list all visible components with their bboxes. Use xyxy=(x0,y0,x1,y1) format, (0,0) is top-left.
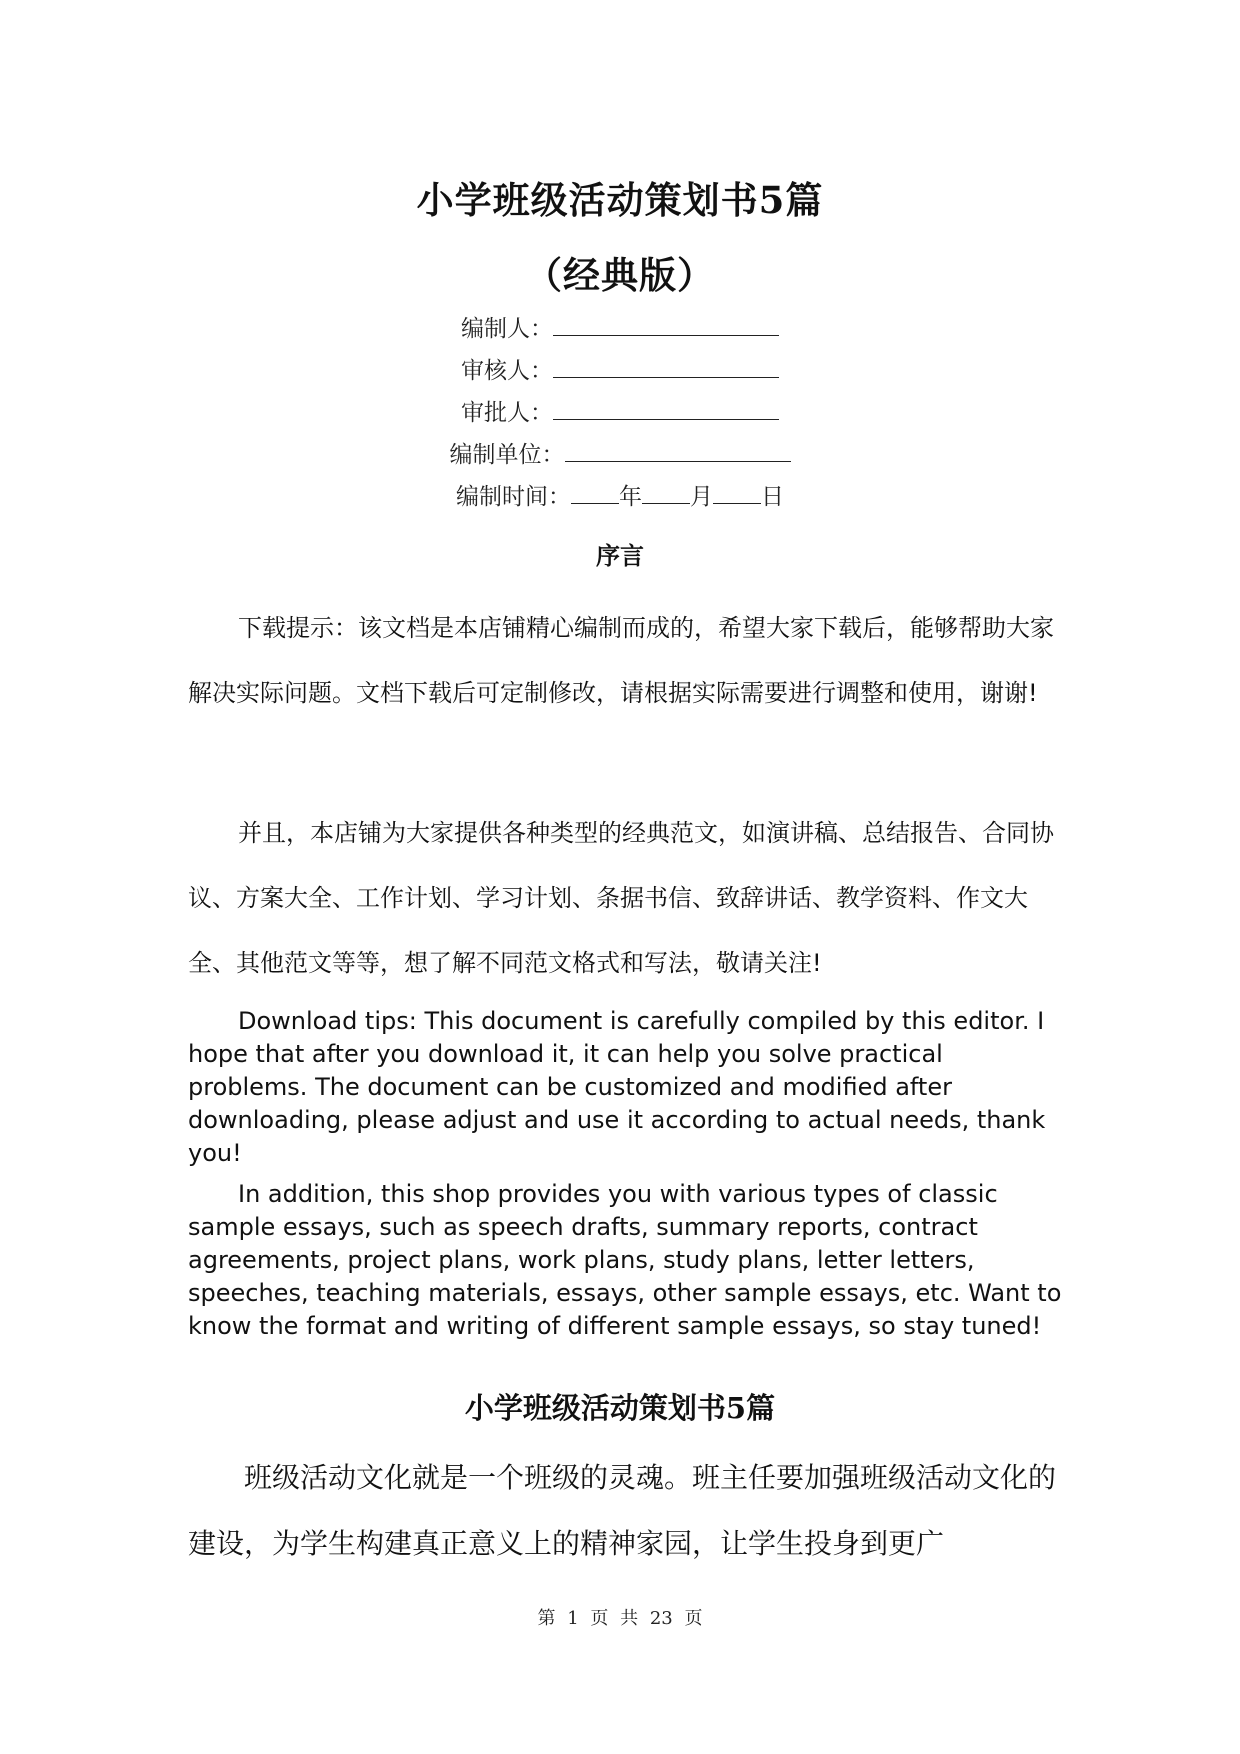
document-title: 小学班级活动策划书5篇 xyxy=(416,178,824,222)
meta-label-reviewer: 审核人： xyxy=(461,358,553,384)
meta-row-date xyxy=(0,476,1240,518)
meta-label-date: 编制时间： xyxy=(456,484,571,510)
meta-row-approver xyxy=(0,392,1240,434)
meta-row-reviewer xyxy=(0,350,1240,392)
body-paragraph: 班级活动文化就是一个班级的灵魂。班主任要加强班级活动文化的建设，为学生构建真正意义上的精神家园，让学生投身到更广 xyxy=(188,1461,1057,1560)
page-number-footer: 第 1 页 共 23 页 xyxy=(537,1608,703,1629)
preface-paragraph-en: Download tips: This document is carefully compiled by this editor. I hope that after you download it, it can help you solve practical problems. The document can be customized and modified after downloading, please adjust and use it according to actual needs, thank you! xyxy=(188,1007,1046,1167)
meta-blank-editor xyxy=(553,313,779,336)
section-heading: 小学班级活动策划书5篇 xyxy=(464,1391,776,1425)
preface-paragraph-cn: 并且，本店铺为大家提供各种类型的经典范文，如演讲稿、总结报告、合同协议、方案大全、工作计划、学习计划、条据书信、致辞讲话、教学资料、作文大全、其他范文等等，想了解不同范文格式和写法，敬请关注! xyxy=(188,819,1054,977)
meta-label-editor: 编制人： xyxy=(461,316,553,342)
meta-blank-approver xyxy=(553,397,779,420)
meta-blank-reviewer xyxy=(553,355,779,378)
meta-year-label: 年 xyxy=(619,484,642,510)
meta-month-label: 月 xyxy=(690,484,713,510)
meta-blank-month xyxy=(642,481,690,504)
meta-blank-unit xyxy=(565,439,791,462)
preface-heading: 序言 xyxy=(596,542,644,570)
meta-row-editor xyxy=(0,308,1240,350)
meta-row-unit xyxy=(0,434,1240,476)
meta-block xyxy=(0,308,1240,518)
document-subtitle: （经典版） xyxy=(525,253,715,297)
meta-blank-day xyxy=(713,481,761,504)
meta-label-approver: 审批人： xyxy=(461,400,553,426)
preface-paragraph-en: In addition, this shop provides you with various types of classic sample essays, such as speech drafts, summary reports, contract agreements, project plans, work plans, study plans, letter letters, speeches, teaching materials, essays, other sample essays, etc. Want to know the format and writing of different sample essays, so stay tuned! xyxy=(188,1180,1062,1340)
meta-day-label: 日 xyxy=(761,484,784,510)
preface-paragraph-cn: 下载提示：该文档是本店铺精心编制而成的，希望大家下载后，能够帮助大家解决实际问题。文档下载后可定制修改，请根据实际需要进行调整和使用，谢谢! xyxy=(188,614,1054,707)
meta-blank-year xyxy=(571,481,619,504)
meta-label-unit: 编制单位： xyxy=(449,442,565,468)
